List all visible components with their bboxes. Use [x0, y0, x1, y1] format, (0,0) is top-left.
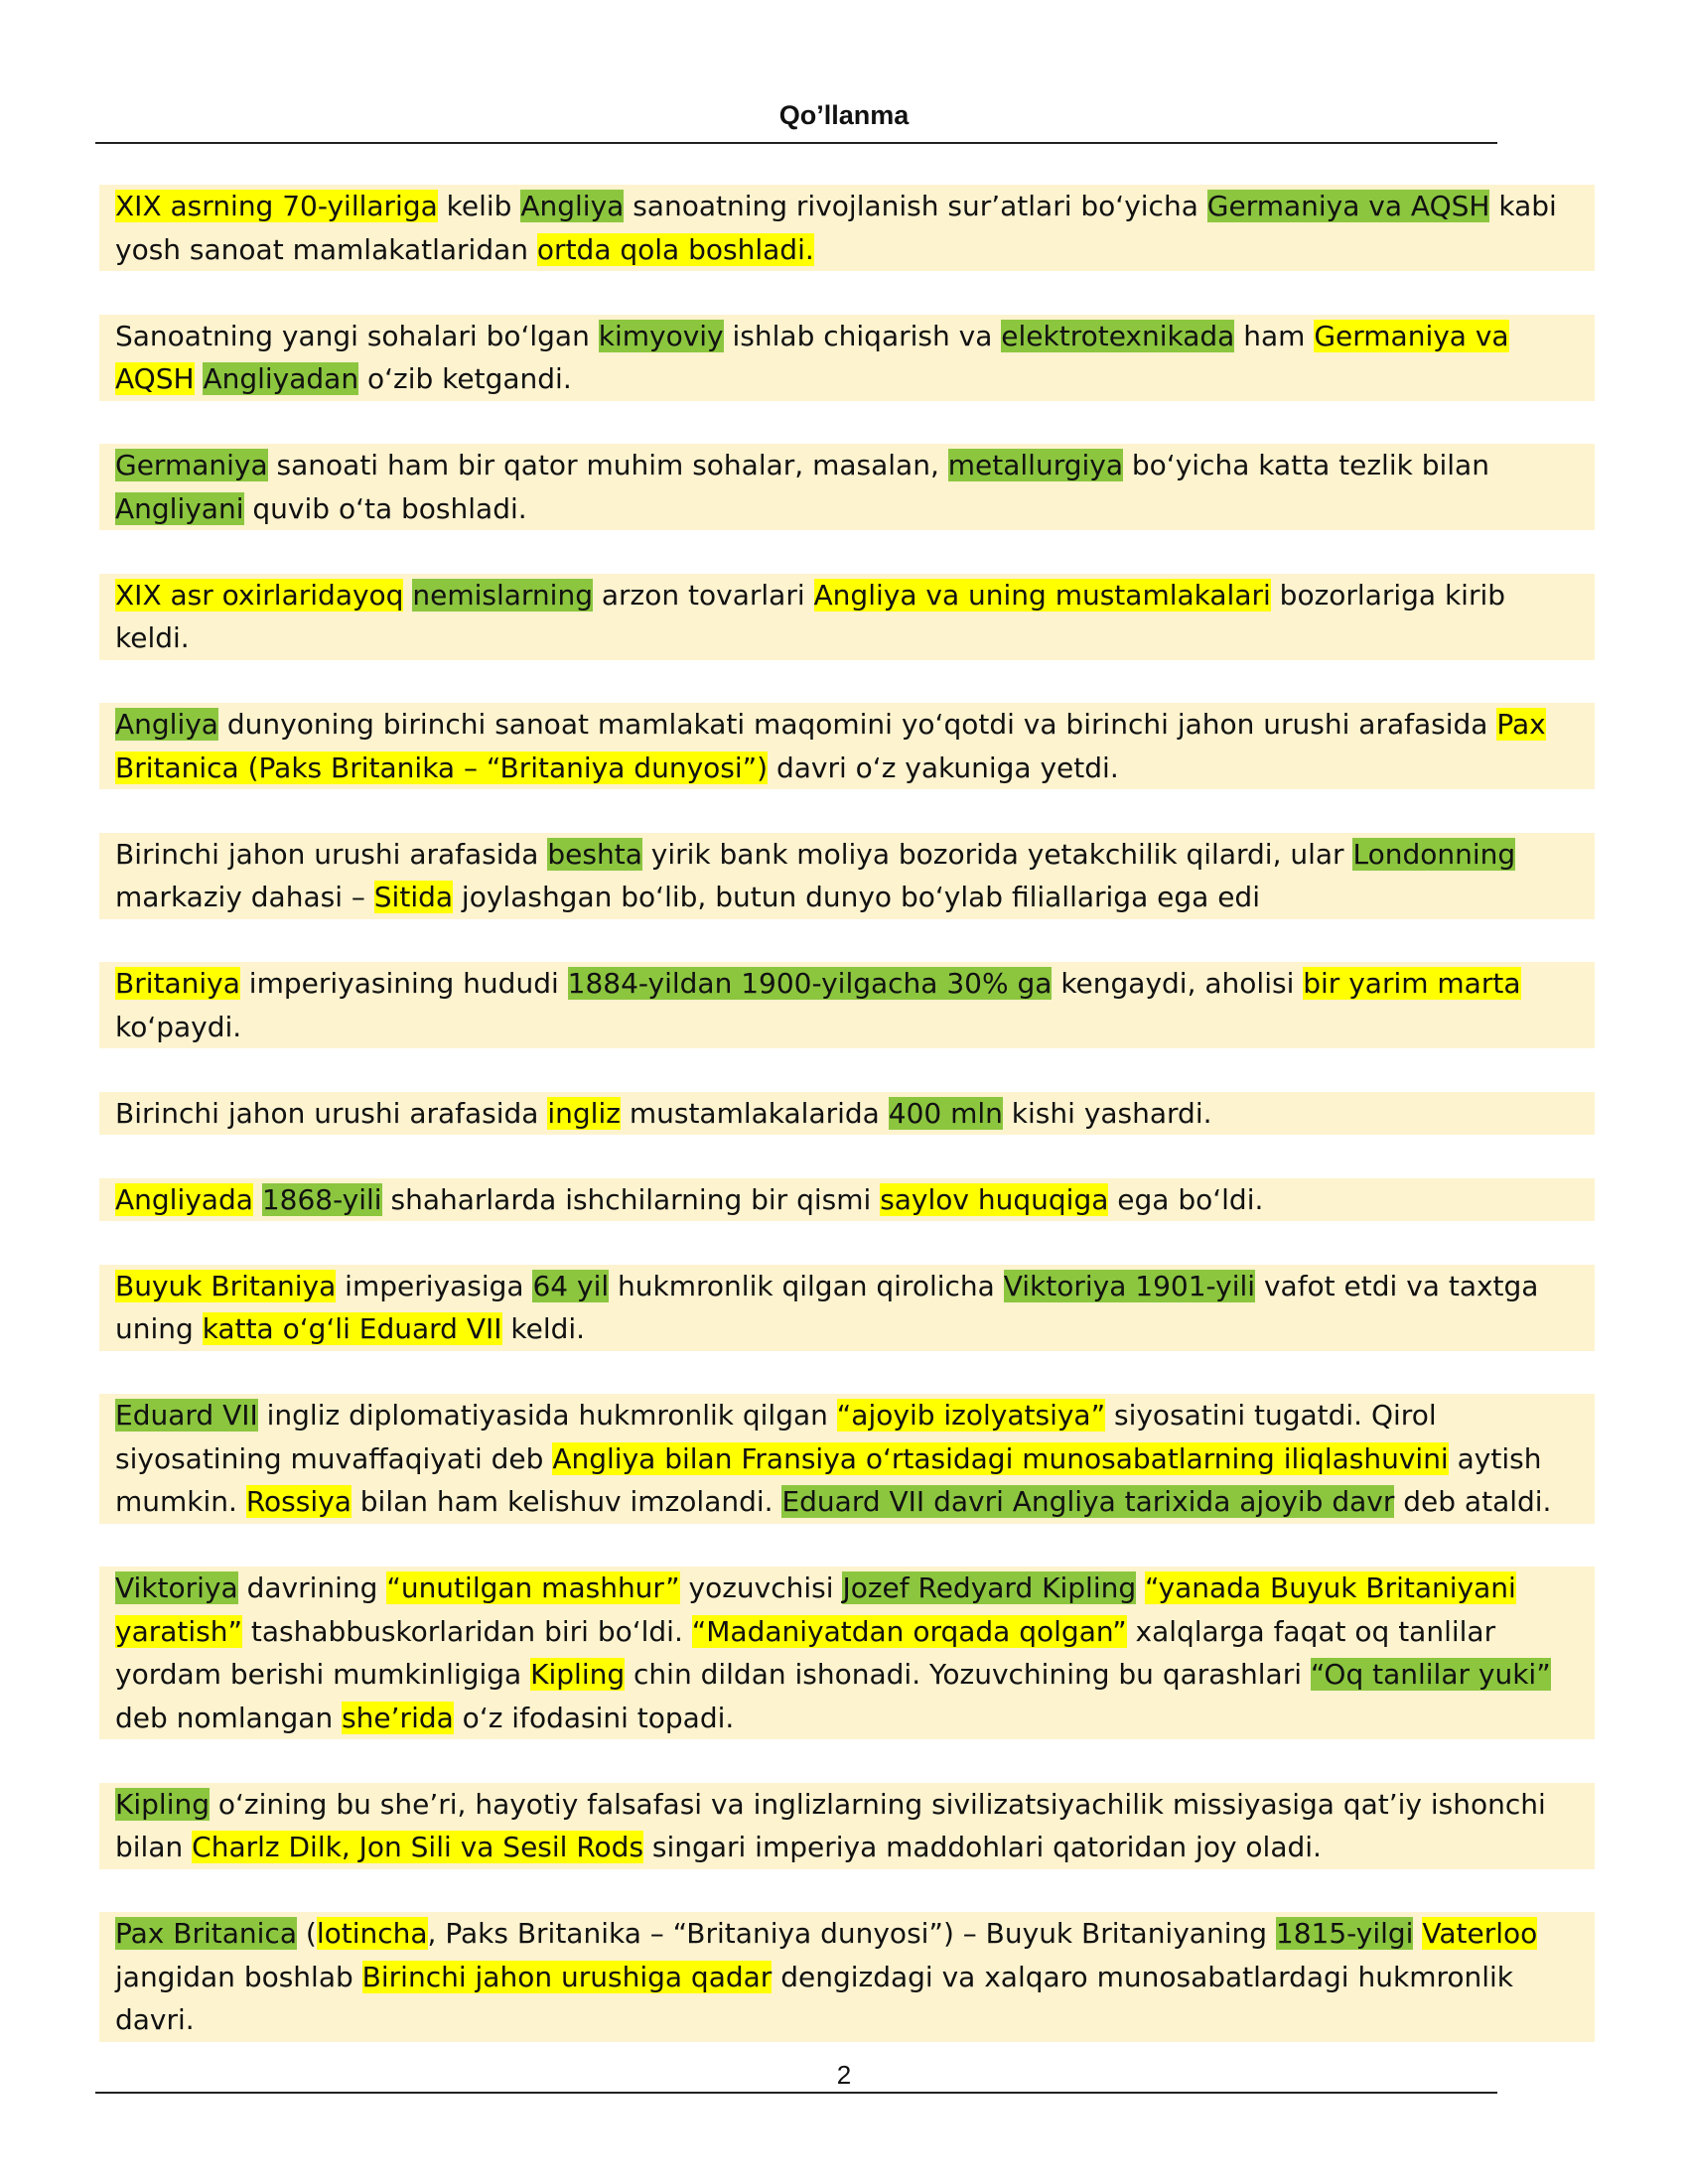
paragraph-text: chin dildan ishonadi. Yozuvchining bu qarashlari — [625, 1658, 1311, 1691]
paragraph-text: Birinchi jahon urushi arafasida — [115, 837, 548, 871]
highlighted-text: Pax Britanica — [115, 1917, 297, 1950]
highlighted-text: Angliya — [115, 708, 218, 741]
paragraph-text: shaharlarda ishchilarning bir qismi — [381, 1182, 881, 1216]
highlighted-text: Viktoriya 1901-yili — [1003, 1269, 1256, 1302]
highlighted-text: Eduard VII — [115, 1399, 258, 1432]
paragraph-text: ingliz diplomatiyasida hukmronlik qilgan — [257, 1399, 837, 1432]
highlighted-text: Sitida — [373, 881, 454, 913]
paragraph-text: bo‘yicha katta tezlik bilan — [1123, 449, 1489, 481]
paragraph-text: jangidan boshlab — [115, 1960, 362, 1993]
paragraph-text: davrining — [237, 1571, 387, 1604]
paragraph-text: ham — [1234, 319, 1315, 352]
paragraph-text: ko‘paydi. — [115, 1010, 242, 1043]
paragraph-text: deb nomlangan — [115, 1701, 343, 1734]
paragraph-text: sanoatning rivojlanish sur’atlari bo‘yicha — [624, 190, 1207, 222]
paragraph-text: imperiyasiga — [336, 1269, 533, 1302]
paragraph-text: ega bo‘ldi. — [1108, 1182, 1264, 1216]
highlighted-text: Angliya — [520, 190, 625, 222]
highlighted-text: Germaniya va AQSH — [1206, 190, 1490, 222]
highlighted-text: Germaniya — [115, 449, 268, 481]
highlighted-text: Viktoriya — [115, 1571, 238, 1604]
paragraph-text: ishlab chiqarish va — [723, 319, 1002, 352]
highlighted-text: nemislarning — [412, 578, 593, 612]
paragraph-text: yozuvchisi — [679, 1571, 843, 1604]
highlighted-text: ortda qola boshladi. — [536, 232, 814, 266]
highlighted-text: Angliyani — [115, 491, 244, 525]
paragraph-text: o‘z ifodasini topadi. — [453, 1701, 735, 1734]
paragraph-text — [253, 1183, 262, 1216]
highlighted-text: she’rida — [342, 1701, 454, 1734]
paragraph-text: sanoati ham bir qator muhim sohalar, masalan, — [267, 449, 948, 481]
paragraph-text: dengizdagi va xalqaro munosabatlardagi hukmronlik davri. — [115, 1960, 1514, 2036]
paragraph-text: kengaydi, aholisi — [1052, 967, 1304, 1000]
paragraph-text: quvib o‘ta boshladi. — [243, 491, 527, 525]
highlighted-text: 64 yil — [532, 1269, 610, 1302]
highlighted-text: saylov huquqiga — [880, 1182, 1109, 1216]
highlighted-text: Jozef Redyard Kipling — [842, 1571, 1137, 1604]
page-header-title: Qo’llanma — [778, 100, 910, 130]
paragraph-text: markaziy dahasi – — [115, 881, 374, 913]
highlighted-text: 400 mln — [888, 1096, 1003, 1130]
paragraph-text: o‘zining bu she’ri, hayotiy falsafasi va inglizlarning sivilizatsiyachilik missiyasiga qat’iy ishonchi bilan — [115, 1787, 1546, 1863]
highlighted-text: Rossiya — [245, 1485, 352, 1518]
page-number: 2 — [836, 2060, 852, 2090]
paragraph-text: joylashgan bo‘lib, butun dunyo bo‘ylab filiallariga ega edi — [453, 881, 1260, 913]
paragraph-text: singari imperiya maddohlari qatoridan joy oladi. — [643, 1831, 1322, 1863]
paragraph-text: hukmronlik qilgan qirolicha — [609, 1269, 1004, 1302]
paragraph-text: keldi. — [501, 1312, 586, 1345]
paragraph-text: o‘zib ketgandi. — [358, 362, 572, 395]
paragraph-text: imperiyasining hududi — [239, 967, 568, 1000]
paragraph-text: tashabbuskorlaridan biri bo‘ldi. — [242, 1614, 692, 1648]
highlighted-paragraph — [99, 185, 1595, 271]
highlighted-text: 1815-yilgi — [1275, 1917, 1414, 1950]
paragraph-text: arzon tovarlari — [592, 578, 814, 612]
highlighted-text: Kipling — [530, 1658, 626, 1691]
highlighted-text: Buyuk Britaniya — [115, 1269, 337, 1302]
highlighted-text: Londonning — [1352, 837, 1516, 871]
highlighted-text: Angliya bilan Fransiya o‘rtasidagi munosabatlarning iliqlashuvini — [552, 1441, 1449, 1475]
paragraph-text: aytish mumkin. — [115, 1441, 1542, 1518]
paragraph-text: kishi yashardi. — [1002, 1096, 1212, 1130]
paragraph-text: Birinchi jahon urushi arafasida — [115, 1096, 548, 1130]
highlighted-text: “Oq tanlilar yuki” — [1310, 1658, 1551, 1691]
highlighted-text: katta o‘g‘li Eduard VII — [202, 1312, 502, 1345]
highlighted-text: elektrotexnikada — [1001, 319, 1235, 352]
highlighted-text: Germaniya va AQSH — [115, 319, 1509, 395]
highlighted-text: 1884-yildan 1900-yilgacha 30% ga — [567, 967, 1053, 1000]
paragraph-list — [99, 185, 1595, 2085]
highlighted-text: “Madaniyatdan orqada qolgan” — [691, 1614, 1127, 1648]
paragraph-text: Sanoatning yangi sohalari bo‘lgan — [115, 319, 599, 352]
highlighted-text: 1868-yili — [261, 1182, 382, 1216]
paragraph-text: kelib — [437, 190, 521, 222]
highlighted-text: Angliyadan — [203, 362, 359, 395]
paragraph-text: dunyoning birinchi sanoat mamlakati maqomini yo‘qotdi va birinchi jahon urushi arafasida — [217, 708, 1497, 741]
highlighted-text: Angliya va uning mustamlakalari — [813, 578, 1271, 612]
paragraph-text: siyosatini tugatdi. Qirol siyosatining muvaffaqiyati deb — [115, 1399, 1437, 1475]
highlighted-paragraph — [99, 1912, 1595, 2042]
highlighted-paragraph — [99, 315, 1595, 401]
highlighted-text: Kipling — [115, 1787, 210, 1821]
highlighted-paragraph — [99, 1178, 1595, 1222]
highlighted-text: “unutilgan mashhur” — [386, 1571, 680, 1604]
paragraph-text: vafot etdi va taxtga uning — [115, 1269, 1539, 1345]
paragraph-text: mustamlakalarida — [620, 1096, 889, 1130]
paragraph-text: xalqlarga faqat oq tanlilar yordam berishi mumkinligiga — [115, 1614, 1496, 1691]
highlighted-paragraph — [99, 1567, 1595, 1739]
paragraph-text: yirik bank moliya bozorida yetakchilik qilardi, ular — [641, 837, 1353, 871]
highlighted-paragraph — [99, 833, 1595, 919]
highlighted-text: Charlz Dilk, Jon Sili va Sesil Rods — [192, 1831, 644, 1863]
highlighted-text: kimyoviy — [598, 319, 724, 352]
highlighted-text: Vaterloo — [1422, 1917, 1538, 1950]
paragraph-text: davri o‘z yakuniga yetdi. — [768, 751, 1119, 784]
header-rule — [95, 142, 1497, 144]
highlighted-text: XIX asrning 70-yillariga — [115, 190, 438, 222]
highlighted-text: Pax Britanica (Paks Britanika – “Britaniya dunyosi”) — [115, 708, 1546, 784]
paragraph-text — [1136, 1571, 1145, 1604]
highlighted-text: “ajoyib izolyatsiya” — [836, 1399, 1106, 1432]
highlighted-text: lotincha — [316, 1917, 428, 1950]
highlighted-text: Birinchi jahon urushiga qadar — [361, 1960, 773, 1993]
highlighted-paragraph — [99, 1092, 1595, 1136]
paragraph-text: , Paks Britanika – “Britaniya dunyosi”) – Buyuk Britaniyaning — [427, 1917, 1276, 1950]
highlighted-paragraph — [99, 1783, 1595, 1869]
highlighted-text: Angliyada — [115, 1182, 253, 1216]
highlighted-text: Eduard VII davri Angliya tarixida ajoyib davr — [781, 1485, 1395, 1518]
highlighted-text: bir yarim marta — [1303, 967, 1521, 1000]
highlighted-paragraph — [99, 574, 1595, 660]
highlighted-text: “yanada Buyuk Britaniyani yaratish” — [115, 1571, 1516, 1648]
paragraph-text: ( — [296, 1917, 317, 1950]
paragraph-text: kabi yosh sanoat mamlakatlaridan — [115, 190, 1557, 266]
highlighted-text: ingliz — [547, 1096, 621, 1130]
highlighted-paragraph — [99, 444, 1595, 530]
highlighted-text: beshta — [547, 837, 642, 871]
paragraph-text: bozorlariga kirib keldi. — [115, 578, 1506, 654]
paragraph-text: deb ataldi. — [1394, 1485, 1552, 1518]
highlighted-paragraph — [99, 962, 1595, 1048]
highlighted-paragraph — [99, 1394, 1595, 1524]
highlighted-text: XIX asr oxirlaridayoq — [115, 578, 404, 612]
highlighted-paragraph — [99, 703, 1595, 789]
paragraph-text: bilan ham kelishuv imzolandi. — [351, 1485, 782, 1518]
highlighted-paragraph — [99, 1265, 1595, 1351]
highlighted-text: Britaniya — [115, 967, 240, 1000]
footer-rule — [95, 2092, 1497, 2094]
highlighted-text: metallurgiya — [947, 449, 1123, 481]
